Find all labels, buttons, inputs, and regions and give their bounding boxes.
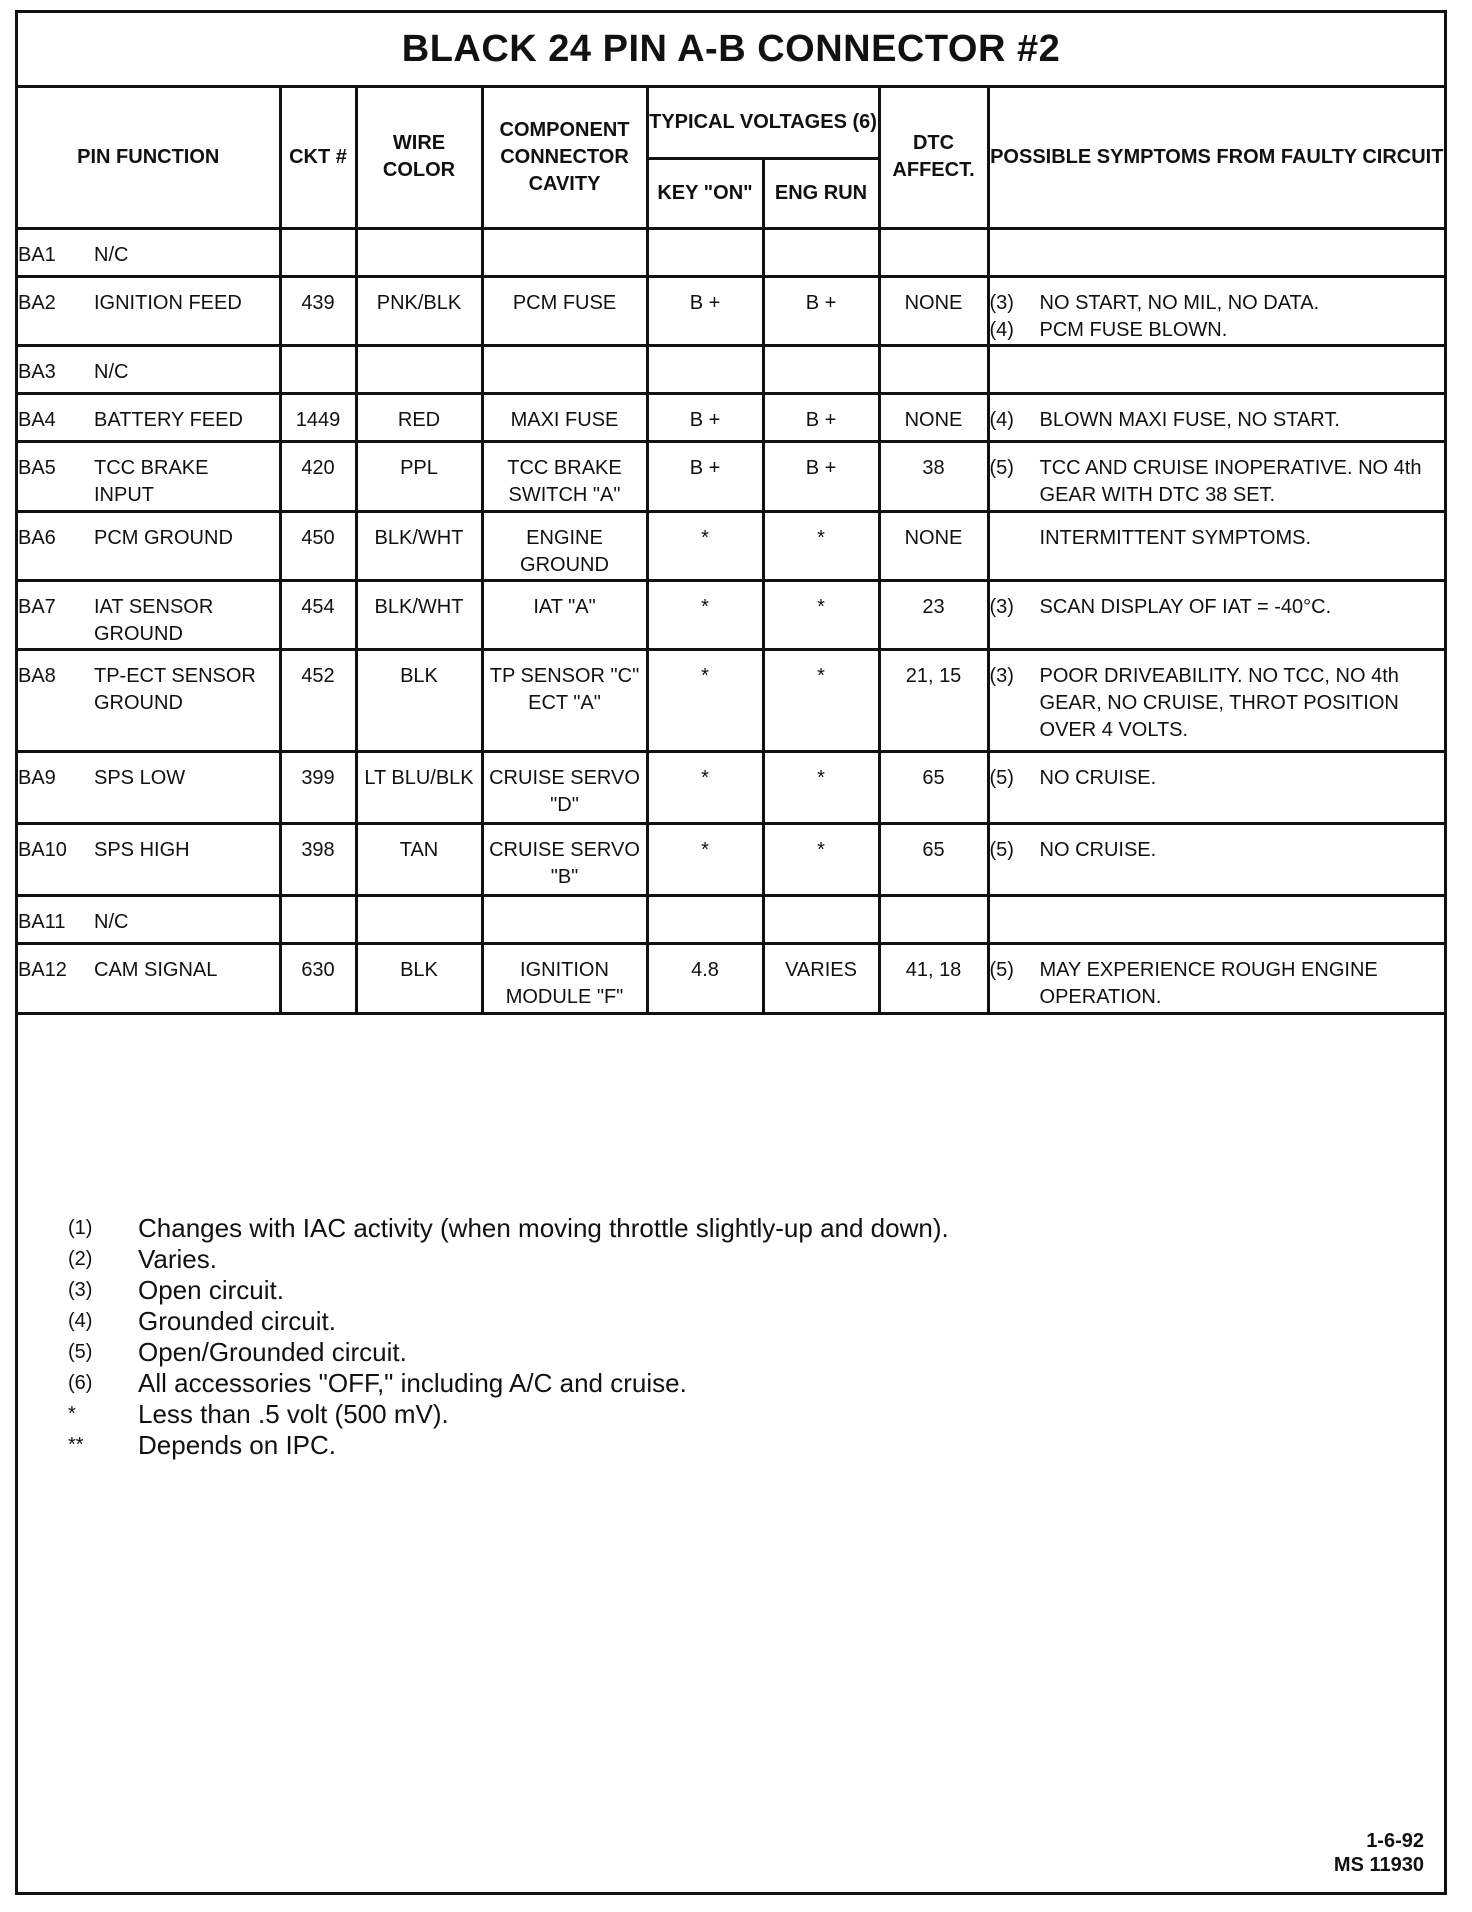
- dtc-cell: [879, 228, 988, 276]
- key-on-cell: *: [647, 751, 763, 823]
- table-row: [18, 649, 1444, 751]
- pin-function-cell: [18, 823, 280, 895]
- symptoms-cell: [988, 895, 1444, 943]
- table-row: [18, 393, 1444, 441]
- footnote-marker: (3): [68, 1279, 93, 1301]
- key-on-cell: [647, 895, 763, 943]
- eng-run-cell: *: [763, 751, 879, 823]
- eng-run-cell: *: [763, 511, 879, 580]
- table-row: [18, 276, 1444, 345]
- symptoms-cell: [988, 580, 1444, 649]
- pin-function: IAT SENSOR GROUND: [94, 595, 214, 645]
- symptom-text: MAY EXPERIENCE ROUGH ENGINE OPERATION.: [1039, 958, 1378, 1008]
- wire-color-cell: LT BLU/BLK: [356, 751, 482, 823]
- table-row: [18, 943, 1444, 1013]
- component-cell: [482, 228, 647, 276]
- ckt-cell: 452: [280, 649, 356, 751]
- pin-id: BA11: [18, 910, 66, 933]
- pin-id: BA7: [18, 595, 56, 618]
- pin-function-cell: [18, 751, 280, 823]
- footnote-marker: (1): [68, 1217, 93, 1239]
- component-cell: MAXI FUSE: [482, 393, 647, 441]
- footnotes: [68, 1213, 949, 1461]
- wire-color-cell: BLK: [356, 649, 482, 751]
- dtc-cell: 21, 15: [879, 649, 988, 751]
- ckt-cell: 1449: [280, 393, 356, 441]
- pin-id: BA3: [18, 360, 56, 383]
- wire-color-cell: PPL: [356, 441, 482, 511]
- pin-function: N/C: [94, 360, 129, 383]
- key-on-cell: [647, 345, 763, 393]
- ckt-cell: 420: [280, 441, 356, 511]
- symptom-ref: [990, 525, 1040, 552]
- eng-run-cell: [763, 345, 879, 393]
- symptom-ref: (5): [989, 958, 1014, 981]
- dtc-cell: NONE: [879, 276, 988, 345]
- table-row: [18, 895, 1444, 943]
- table-row: [18, 345, 1444, 393]
- component-cell: PCM FUSE: [482, 276, 647, 345]
- eng-run-cell: [763, 895, 879, 943]
- header-wire-color: WIRE COLOR: [356, 88, 482, 228]
- symptom-ref: (5): [989, 456, 1014, 479]
- pin-function: TP-ECT SENSOR GROUND: [94, 664, 256, 714]
- pin-function: IGNITION FEED: [94, 291, 242, 314]
- pin-function-cell: [18, 393, 280, 441]
- footnote: [68, 1399, 949, 1430]
- eng-run-cell: *: [763, 580, 879, 649]
- stamp-date: 1-6-92: [1366, 1830, 1424, 1852]
- symptom-line: [990, 594, 1444, 621]
- key-on-cell: *: [647, 649, 763, 751]
- header-ckt: CKT #: [280, 88, 356, 228]
- component-cell: TP SENSOR "C" ECT "A": [482, 649, 647, 751]
- pin-id: BA4: [18, 408, 56, 431]
- key-on-cell: B +: [647, 441, 763, 511]
- table-row: [18, 441, 1444, 511]
- table-row: [18, 751, 1444, 823]
- ckt-cell: 439: [280, 276, 356, 345]
- pin-function-cell: [18, 441, 280, 511]
- pin-function-cell: [18, 649, 280, 751]
- pin-rows: [18, 228, 1444, 1013]
- symptoms-cell: [988, 276, 1444, 345]
- wire-color-cell: BLK/WHT: [356, 580, 482, 649]
- component-cell: TCC BRAKE SWITCH "A": [482, 441, 647, 511]
- footnote-text: Changes with IAC activity (when moving throttle slightly-up and down).: [138, 1213, 949, 1243]
- footnote-marker: (2): [68, 1248, 93, 1270]
- pin-function: SPS LOW: [94, 766, 186, 789]
- table-row: [18, 823, 1444, 895]
- symptom-line: [990, 455, 1444, 509]
- pin-function-cell: [18, 580, 280, 649]
- symptom-line: [990, 407, 1444, 434]
- key-on-cell: B +: [647, 276, 763, 345]
- component-cell: IAT "A": [482, 580, 647, 649]
- footnote-text: Less than .5 volt (500 mV).: [138, 1399, 449, 1429]
- pin-function-cell: [18, 276, 280, 345]
- dtc-cell: NONE: [879, 393, 988, 441]
- footnote: [68, 1275, 949, 1306]
- component-cell: [482, 895, 647, 943]
- wire-color-cell: RED: [356, 393, 482, 441]
- page-title: BLACK 24 PIN A-B CONNECTOR #2: [18, 13, 1444, 88]
- footnote-text: All accessories "OFF," including A/C and cruise.: [138, 1368, 687, 1398]
- symptom-text: SCAN DISPLAY OF IAT = -40°C.: [1039, 595, 1332, 618]
- footnote-marker: (6): [68, 1372, 93, 1394]
- ckt-cell: 630: [280, 943, 356, 1013]
- wire-color-cell: TAN: [356, 823, 482, 895]
- pin-id: BA10: [18, 838, 67, 861]
- dtc-cell: 65: [879, 823, 988, 895]
- key-on-cell: *: [647, 823, 763, 895]
- symptoms-cell: [988, 228, 1444, 276]
- symptoms-cell: [988, 751, 1444, 823]
- wire-color-cell: [356, 228, 482, 276]
- document-stamp: [1334, 1829, 1424, 1877]
- symptom-ref: (4): [989, 408, 1014, 431]
- table-row: [18, 511, 1444, 580]
- ckt-cell: 398: [280, 823, 356, 895]
- symptom-line: [990, 765, 1444, 792]
- key-on-cell: 4.8: [647, 943, 763, 1013]
- symptom-text: NO START, NO MIL, NO DATA.: [1039, 291, 1320, 314]
- ckt-cell: 454: [280, 580, 356, 649]
- eng-run-cell: *: [763, 649, 879, 751]
- pin-function: TCC BRAKE INPUT: [94, 456, 209, 506]
- pin-function-cell: [18, 228, 280, 276]
- footnote: [68, 1368, 949, 1399]
- key-on-cell: B +: [647, 393, 763, 441]
- key-on-cell: [647, 228, 763, 276]
- ckt-cell: 450: [280, 511, 356, 580]
- pin-function: PCM GROUND: [94, 526, 233, 549]
- pin-function: N/C: [94, 243, 129, 266]
- symptoms-cell: [988, 441, 1444, 511]
- component-cell: ENGINE GROUND: [482, 511, 647, 580]
- key-on-cell: *: [647, 580, 763, 649]
- eng-run-cell: B +: [763, 393, 879, 441]
- pin-function: CAM SIGNAL: [94, 958, 218, 981]
- footnote-text: Varies.: [138, 1244, 217, 1274]
- dtc-cell: 38: [879, 441, 988, 511]
- symptom-line: [990, 957, 1444, 1011]
- component-cell: IGNITION MODULE "F": [482, 943, 647, 1013]
- pin-function: N/C: [94, 910, 129, 933]
- component-cell: CRUISE SERVO "B": [482, 823, 647, 895]
- symptom-ref: (5): [989, 838, 1014, 861]
- table-row: [18, 580, 1444, 649]
- symptom-ref: (3): [989, 664, 1014, 687]
- pin-function-cell: [18, 943, 280, 1013]
- symptom-text: NO CRUISE.: [1039, 766, 1157, 789]
- wire-color-cell: BLK/WHT: [356, 511, 482, 580]
- table-row: [18, 228, 1444, 276]
- header-dtc: DTC AFFECT.: [879, 88, 988, 228]
- symptom-text: POOR DRIVEABILITY. NO TCC, NO 4th GEAR, NO CRUISE, THROT POSITION OVER 4 VOLTS.: [1039, 664, 1399, 741]
- symptom-ref: (5): [989, 766, 1014, 789]
- symptoms-cell: [988, 511, 1444, 580]
- dtc-cell: NONE: [879, 511, 988, 580]
- eng-run-cell: [763, 228, 879, 276]
- eng-run-cell: B +: [763, 441, 879, 511]
- dtc-cell: [879, 895, 988, 943]
- key-on-cell: *: [647, 511, 763, 580]
- footnote-marker: (5): [68, 1341, 93, 1363]
- symptom-ref: (3): [989, 595, 1014, 618]
- symptom-line: [990, 837, 1444, 864]
- pin-id: BA1: [18, 243, 56, 266]
- eng-run-cell: VARIES: [763, 943, 879, 1013]
- footnote-text: Depends on IPC.: [138, 1430, 337, 1460]
- stamp-code: MS 11930: [1333, 1854, 1424, 1876]
- wire-color-cell: [356, 345, 482, 393]
- eng-run-cell: *: [763, 823, 879, 895]
- footnote: [68, 1430, 949, 1461]
- footnote-marker: **: [68, 1434, 84, 1456]
- wire-color-cell: BLK: [356, 943, 482, 1013]
- header-component: COMPONENT CONNECTOR CAVITY: [482, 88, 647, 228]
- symptom-line: [990, 290, 1444, 317]
- wire-color-cell: [356, 895, 482, 943]
- symptoms-cell: [988, 345, 1444, 393]
- pin-id: BA8: [18, 664, 56, 687]
- component-cell: CRUISE SERVO "D": [482, 751, 647, 823]
- header-eng-run: ENG RUN: [763, 158, 879, 228]
- pin-function-cell: [18, 895, 280, 943]
- header-pin-function: PIN FUNCTION: [18, 88, 280, 228]
- footnote-text: Grounded circuit.: [138, 1306, 336, 1336]
- symptoms-cell: [988, 393, 1444, 441]
- symptoms-cell: [988, 823, 1444, 895]
- symptom-text: BLOWN MAXI FUSE, NO START.: [1039, 408, 1340, 431]
- ckt-cell: [280, 345, 356, 393]
- pin-function: BATTERY FEED: [94, 408, 243, 431]
- component-cell: [482, 345, 647, 393]
- symptom-text: INTERMITTENT SYMPTOMS.: [1039, 526, 1312, 549]
- pin-id: BA2: [18, 291, 56, 314]
- footnote: [68, 1213, 949, 1244]
- pin-table: [18, 88, 1444, 1015]
- ckt-cell: 399: [280, 751, 356, 823]
- footnote-text: Open/Grounded circuit.: [138, 1337, 407, 1367]
- dtc-cell: 41, 18: [879, 943, 988, 1013]
- header-key-on: KEY "ON": [647, 158, 763, 228]
- header-symptoms: POSSIBLE SYMPTOMS FROM FAULTY CIRCUIT: [988, 88, 1444, 228]
- symptoms-cell: [988, 649, 1444, 751]
- symptom-ref: (4): [989, 318, 1014, 341]
- pin-function: SPS HIGH: [94, 838, 190, 861]
- symptoms-cell: [988, 943, 1444, 1013]
- pin-id: BA6: [18, 526, 56, 549]
- symptom-line: [990, 317, 1444, 344]
- symptom-text: TCC AND CRUISE INOPERATIVE. NO 4th GEAR WITH DTC 38 SET.: [1039, 456, 1422, 506]
- footnote-text: Open circuit.: [138, 1275, 284, 1305]
- dtc-cell: [879, 345, 988, 393]
- footnote-marker: (4): [68, 1310, 93, 1332]
- footnote: [68, 1306, 949, 1337]
- pin-function-cell: [18, 345, 280, 393]
- symptom-line: [990, 663, 1444, 744]
- symptom-line: [990, 525, 1444, 552]
- footnote-marker: *: [68, 1403, 76, 1425]
- dtc-cell: 65: [879, 751, 988, 823]
- dtc-cell: 23: [879, 580, 988, 649]
- pin-id: BA5: [18, 456, 56, 479]
- ckt-cell: [280, 228, 356, 276]
- ckt-cell: [280, 895, 356, 943]
- pin-function-cell: [18, 511, 280, 580]
- footnote: [68, 1244, 949, 1275]
- symptom-text: NO CRUISE.: [1039, 838, 1157, 861]
- connector-sheet: [15, 10, 1447, 1895]
- wire-color-cell: PNK/BLK: [356, 276, 482, 345]
- pin-id: BA12: [18, 958, 67, 981]
- eng-run-cell: B +: [763, 276, 879, 345]
- footnote: [68, 1337, 949, 1368]
- symptom-text: PCM FUSE BLOWN.: [1039, 318, 1228, 341]
- pin-id: BA9: [18, 766, 56, 789]
- symptom-ref: (3): [989, 291, 1014, 314]
- header-typical-voltages: TYPICAL VOLTAGES (6): [647, 88, 879, 158]
